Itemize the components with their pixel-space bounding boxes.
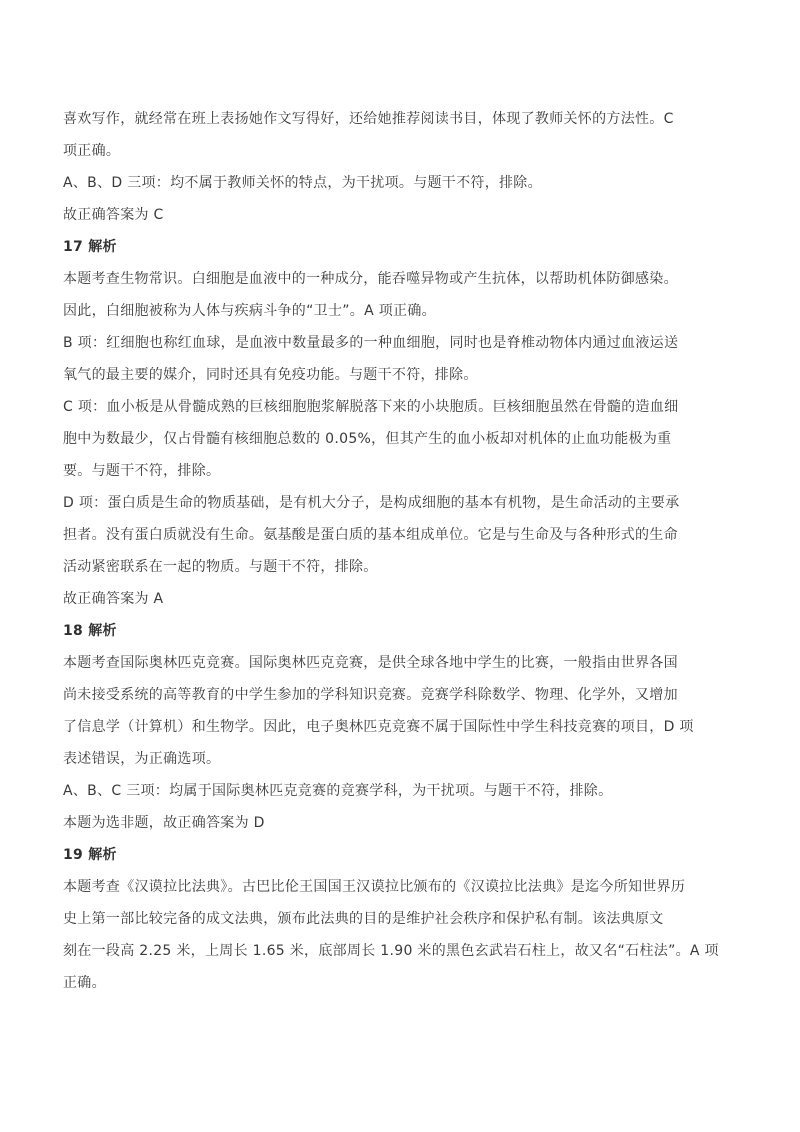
paragraph-line: 史上第一部比较完备的成文法典，颁布此法典的目的是维护社会秩序和保护私有制。该法典原文 bbox=[63, 911, 664, 927]
paragraph-line: 担者。没有蛋白质就没有生命。氨基酸是蛋白质的基本组成单位。它是与生命及与各种形式的生命 bbox=[63, 527, 678, 543]
paragraph-line: 活动紧密联系在一起的物质。与题干不符，排除。 bbox=[63, 559, 378, 575]
paragraph-line: 故正确答案为 A bbox=[63, 591, 164, 607]
document-body bbox=[63, 103, 760, 999]
paragraph-line: 刻在一段高 2.25 米，上周长 1.65 米，底部周长 1.90 米的黑色玄武岩石柱上，故又名“石柱法”。A 项 bbox=[63, 943, 719, 959]
paragraph-line: 氧气的最主要的媒介，同时还具有免疫功能。与题干不符，排除。 bbox=[63, 367, 478, 383]
paragraph-line: A、B、D 三项：均不属于教师关怀的特点，为干扰项。与题干不符，排除。 bbox=[63, 175, 542, 191]
paragraph-line: A、B、C 三项：均属于国际奥林匹克竞赛的竞赛学科，为干扰项。与题干不符，排除。 bbox=[63, 783, 613, 799]
paragraph-line: 本题为选非题，故正确答案为 D bbox=[63, 815, 265, 831]
paragraph-line: 正确。 bbox=[63, 975, 106, 991]
paragraph-line: 表述错误，为正确选项。 bbox=[63, 751, 221, 767]
section-heading: 17 解析 bbox=[63, 239, 117, 255]
paragraph-line: 了信息学（计算机）和生物学。因此，电子奥林匹克竞赛不属于国际性中学生科技竞赛的项目，D 项 bbox=[63, 719, 694, 735]
paragraph-line: D 项：蛋白质是生命的物质基础，是有机大分子，是构成细胞的基本有机物，是生命活动的主要承 bbox=[63, 495, 680, 511]
paragraph-line: 项正确。 bbox=[63, 143, 121, 159]
paragraph-line: C 项：血小板是从骨髓成熟的巨核细胞胞浆解脱落下来的小块胞质。巨核细胞虽然在骨髓的造血细 bbox=[63, 399, 679, 415]
paragraph-line: 要。与题干不符，排除。 bbox=[63, 463, 221, 479]
paragraph-line: 因此，白细胞被称为人体与疾病斗争的“卫士”。A 项正确。 bbox=[63, 303, 436, 319]
paragraph-line: 本题考查生物常识。白细胞是血液中的一种成分，能吞噬异物或产生抗体，以帮助机体防御感染。 bbox=[63, 271, 678, 287]
paragraph-line: 胞中为数最少，仅占骨髓有核细胞总数的 0.05%，但其产生的血小板却对机体的止血功能极为重 bbox=[63, 431, 672, 447]
paragraph-line: 喜欢写作，就经常在班上表扬她作文写得好，还给她推荐阅读书目，体现了教师关怀的方法性。C bbox=[63, 111, 674, 127]
paragraph-line: 本题考查国际奥林匹克竞赛。国际奥林匹克竞赛，是供全球各地中学生的比赛，一般指由世界各国 bbox=[63, 655, 678, 671]
paragraph-line: B 项：红细胞也称红血球，是血液中数量最多的一种血细胞，同时也是脊椎动物体内通过血液运送 bbox=[63, 335, 679, 351]
paragraph-line: 本题考查《汉谟拉比法典》。古巴比伦王国国王汉谟拉比颁布的《汉谟拉比法典》是迄今所知世界历 bbox=[63, 879, 686, 895]
section-heading: 18 解析 bbox=[63, 623, 117, 639]
paragraph-line: 尚未接受系统的高等教育的中学生参加的学科知识竞赛。竞赛学科除数学、物理、化学外，又增加 bbox=[63, 687, 678, 703]
section-heading: 19 解析 bbox=[63, 847, 117, 863]
paragraph-line: 故正确答案为 C bbox=[63, 207, 164, 223]
